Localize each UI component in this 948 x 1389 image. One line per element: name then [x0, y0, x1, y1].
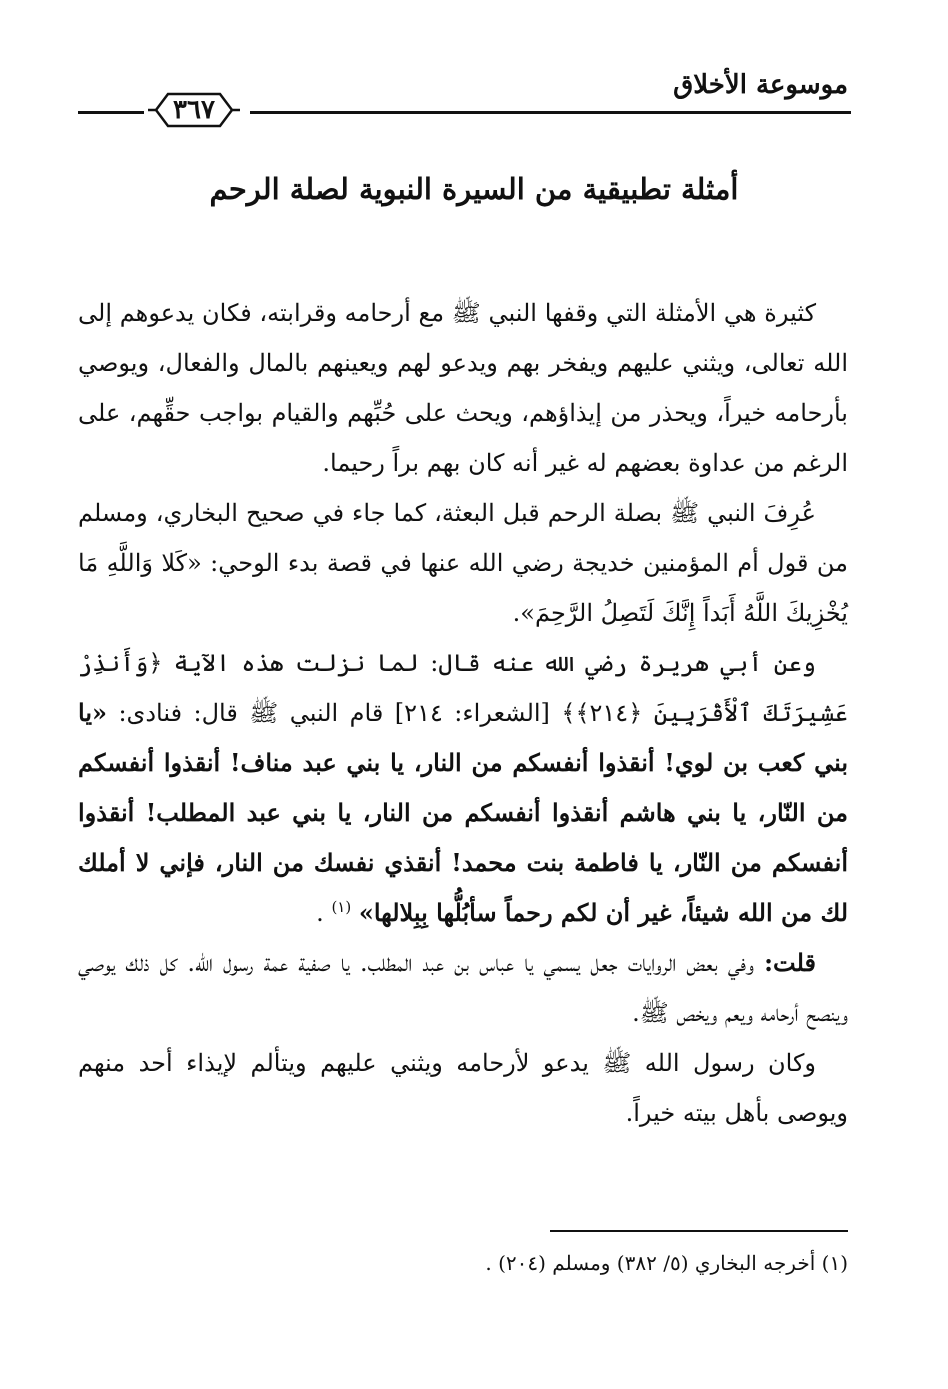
running-title: موسوعة الأخلاق — [673, 70, 848, 100]
paragraph — [78, 638, 848, 938]
paragraph: عُرِفَ النبي ﷺ بصلة الرحم قبل البعثة، كما جاء في صحيح البخاري، ومسلم من قول أم المؤمنين خديجة رضي الله عنها في قصة بدء الوحي: «كَلا وَاللَّهِ مَا يُخْزِيكَ اللَّهُ أَبَداً إِنَّكَ لَتَصِلُ الرَّحِمَ». — [78, 499, 848, 627]
paragraph-end: . — [316, 899, 332, 927]
header-rule — [250, 111, 851, 114]
paragraph: كثيرة هي الأمثلة التي وقفها النبي ﷺ مع أرحامه وقرابته، فكان يدعوهم إلى الله تعالى، ويثني عليهم ويفخر بهم ويدعو لهم ويعينهم بالمال والفعال، ويوصي بأرحامه خيراً، ويحذر من إيذاؤهم، ويحث على حُبِّهم والقيام بواجب حقِّهم، على الرغم من عداوة بعضهم له غير أنه كان بهم براً رحيما. — [78, 299, 848, 477]
page-number-frame — [146, 90, 242, 130]
paragraph-intro: وعن أبي هريرة رضي الله عنه قال: لما نزلت هذه الآية ﴿وَأَنذِرْ عَشِيرَتَكَ ٱلْأَقْرَبِينَ ﴿٢١٤﴾﴾ [الشعراء: ٢١٤] قام النبي ﷺ قال: فنادى: — [78, 649, 848, 727]
hadith-quote: «يا بني كعب بن لوي! أنقذوا أنفسكم من النار، يا بني عبد مناف! أنقذوا أنفسكم من النّار، يا بني هاشم أنقذوا أنفسكم من النار، يا بني عبد المطلب! أنقذوا أنفسكم من النّار، يا فاطمة بنت محمد! أنقذي نفسك من النار، فإني لا أملك لك من الله شيئاً، غير أن لكم رحماً سأبُلُّها بِبِلالها» — [78, 698, 848, 927]
page-number: ٣٦٧ — [173, 95, 215, 125]
note-label: قلت: — [764, 948, 816, 977]
footnote-ref: (١) — [331, 898, 352, 916]
section-heading: أمثلة تطبيقية من السيرة النبوية لصلة الرحم — [209, 172, 739, 206]
footnote: (١) أخرجه البخاري (٥/ ٣٨٢) ومسلم (٢٠٤) . — [485, 1251, 848, 1275]
paragraph: وكان رسول الله ﷺ يدعو لأرحامه ويثني عليهم ويتألم لإيذاء أحد منهم ويوصى بأهل بيته خيراً. — [78, 1049, 848, 1127]
footnote-rule — [550, 1230, 848, 1232]
body-text — [78, 288, 848, 1138]
paragraph-text: وفي بعض الروايات جعل يسمي يا عباس بن عبد المطلب. يا صفية عمة رسول الله. كل ذلك يوصي وينصح أرحامه ويعم ويخص ﷺ. — [78, 949, 848, 1027]
header-rule-short — [78, 111, 144, 114]
paragraph — [78, 938, 848, 1038]
